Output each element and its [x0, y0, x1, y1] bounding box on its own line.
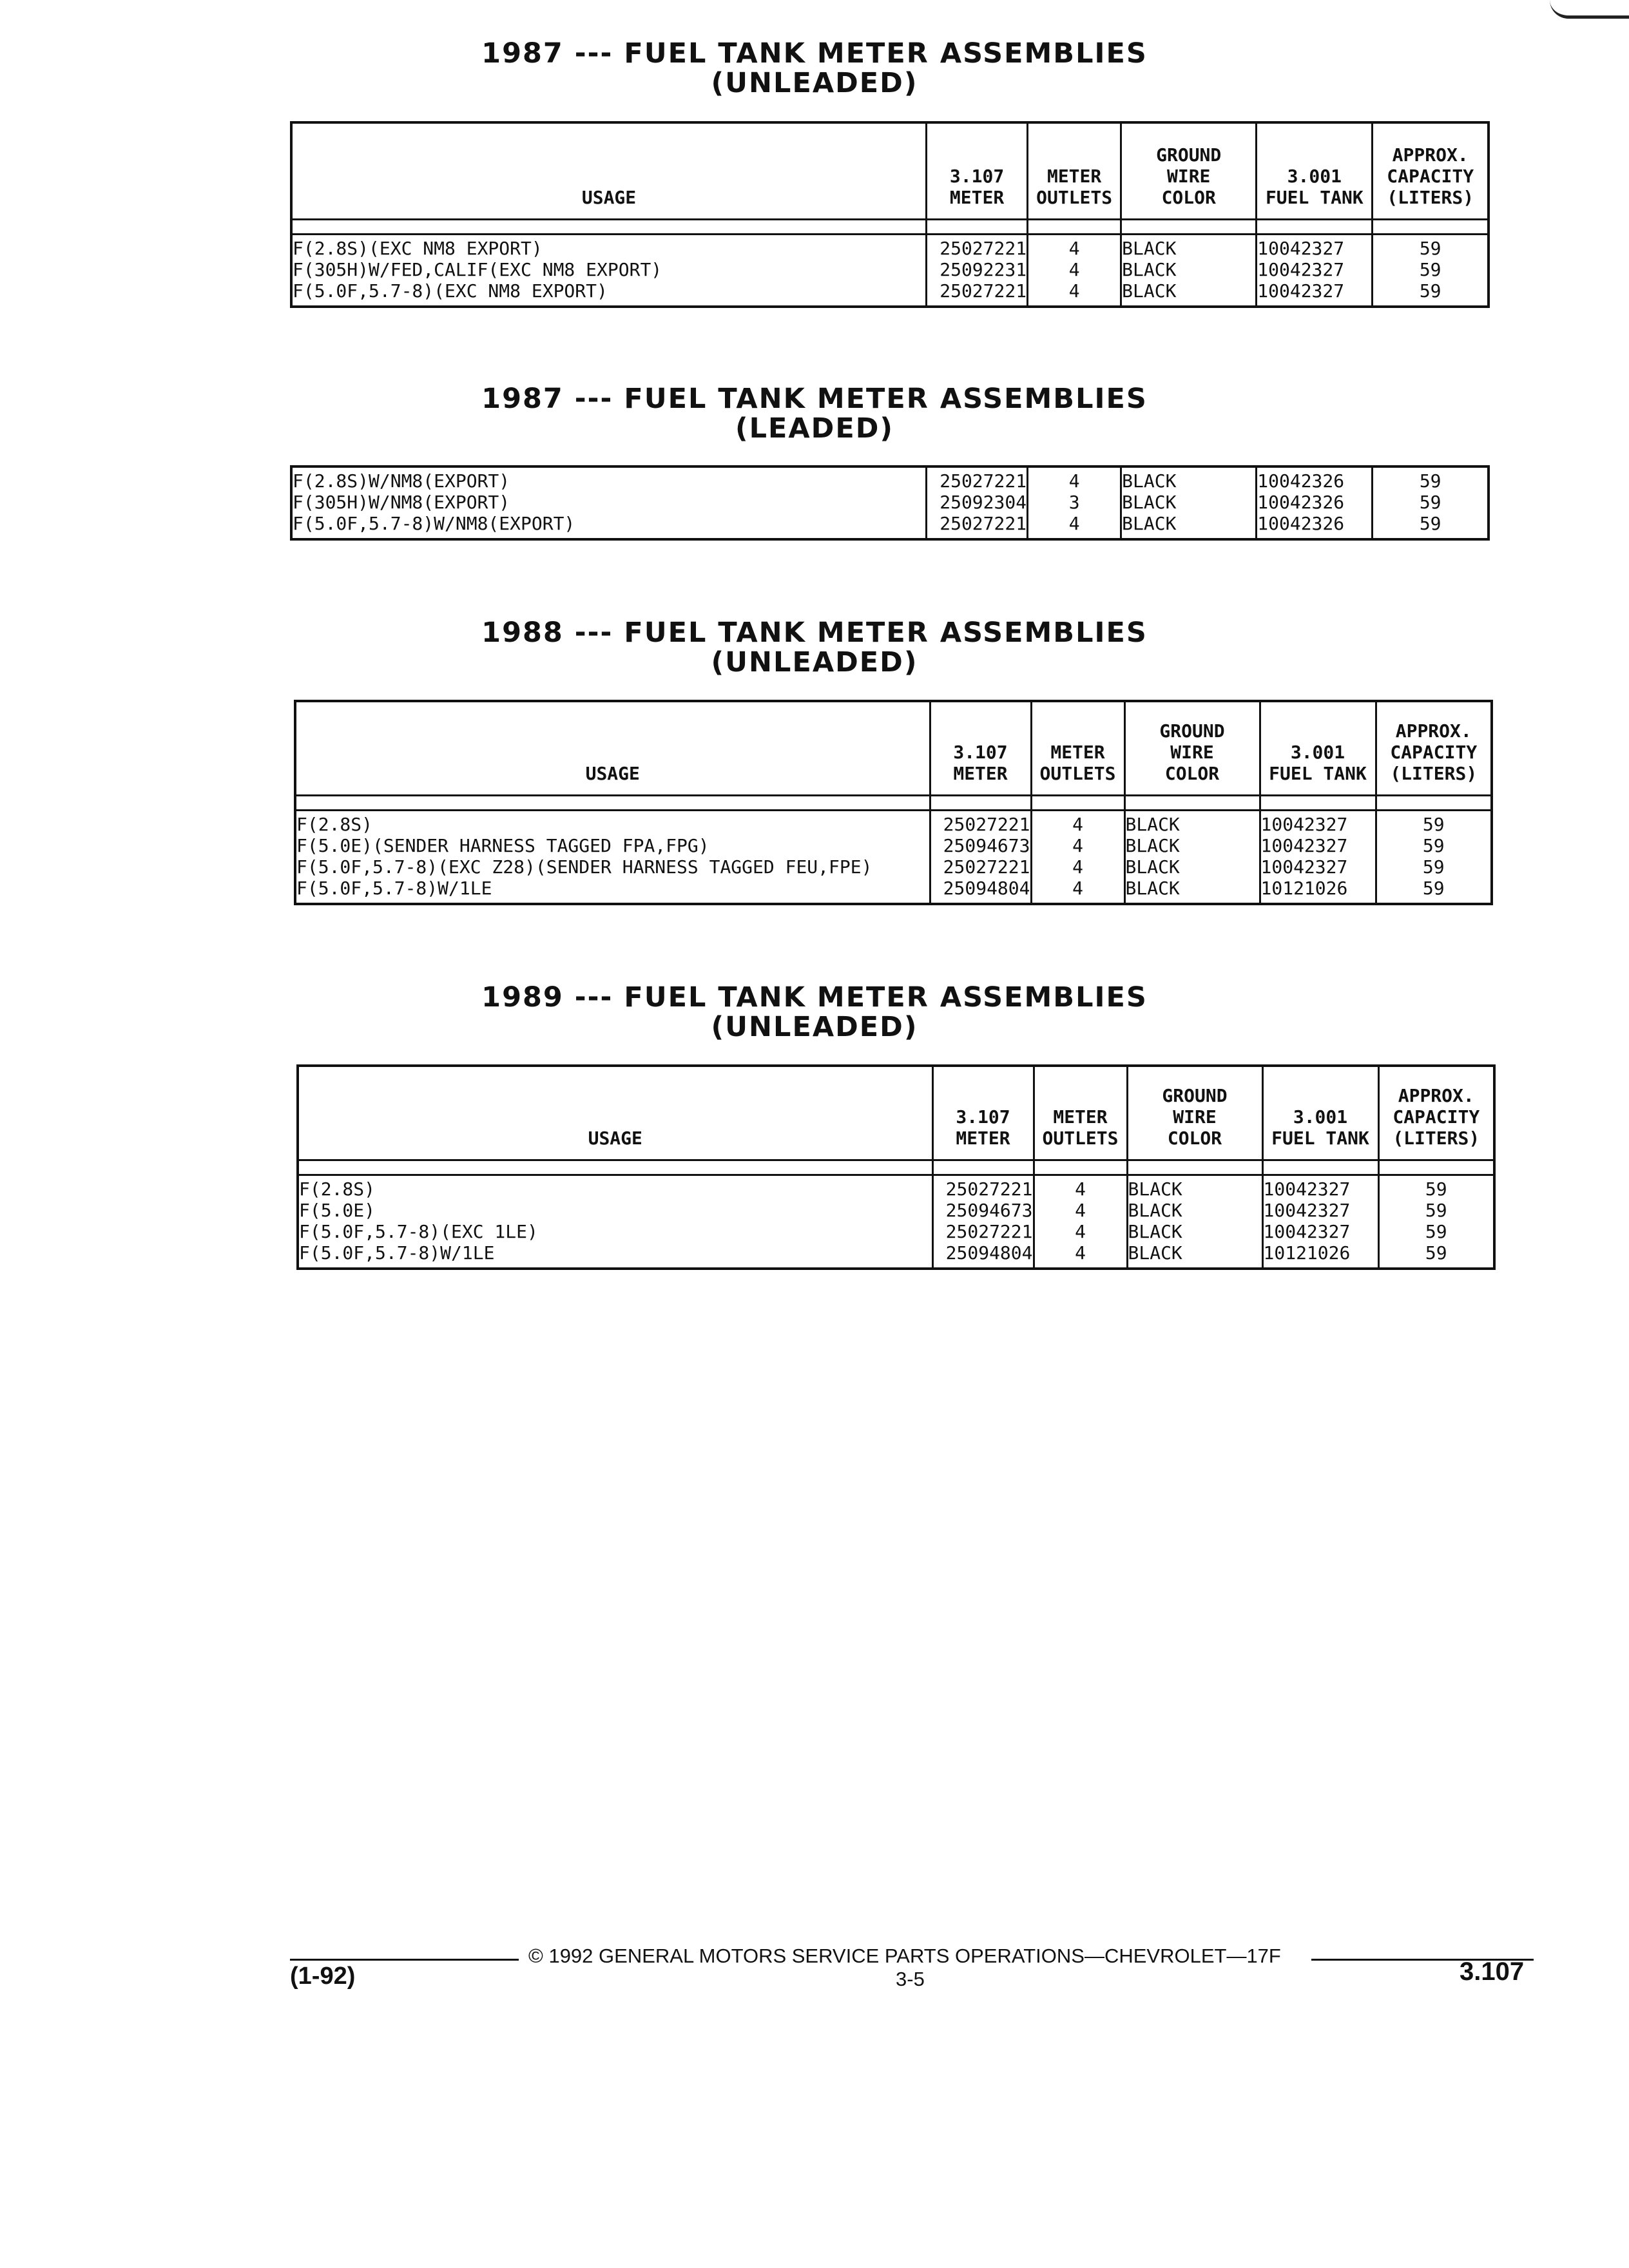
table-header-row — [295, 701, 1492, 796]
cell-capacity: 59 — [1376, 878, 1492, 904]
table-row — [295, 835, 1492, 856]
cell-outlets: 4 — [1031, 878, 1124, 904]
cell-color: BLACK — [1127, 1175, 1262, 1200]
table-row — [298, 1175, 1494, 1200]
cell-outlets: 4 — [1031, 811, 1124, 836]
column-header-tank: 3.001 FUEL TANK — [1260, 701, 1376, 796]
column-header-outlets: METER OUTLETS — [1034, 1066, 1127, 1160]
cell-color: BLACK — [1121, 280, 1257, 307]
footer-date-code: (1-92) — [290, 1963, 356, 1990]
column-header-usage: USAGE — [298, 1066, 932, 1160]
cell-tank: 10042326 — [1257, 466, 1373, 492]
column-header-meter: 3.107 METER — [932, 1066, 1034, 1160]
cell-outlets: 4 — [1031, 856, 1124, 878]
section-title-line: 1988 --- FUEL TANK METER ASSEMBLIES — [481, 617, 1148, 649]
cell-tank: 10042327 — [1262, 1175, 1378, 1200]
column-header-capacity: APPROX. CAPACITY (LITERS) — [1373, 122, 1489, 220]
cell-tank: 10042326 — [1257, 492, 1373, 513]
table-row — [298, 1200, 1494, 1221]
table-row — [291, 492, 1489, 513]
section-title — [0, 983, 1629, 1042]
cell-color: BLACK — [1121, 466, 1257, 492]
cell-outlets: 4 — [1034, 1175, 1127, 1200]
column-header-color: GROUND WIRE COLOR — [1127, 1066, 1262, 1160]
cell-usage: F(5.0F,5.7-8)W/NM8(EXPORT) — [291, 513, 927, 539]
cell-outlets: 4 — [1028, 513, 1121, 539]
cell-meter: 25027221 — [930, 856, 1031, 878]
cell-meter: 25027221 — [927, 235, 1028, 260]
column-header-outlets: METER OUTLETS — [1031, 701, 1124, 796]
cell-tank: 10042327 — [1260, 835, 1376, 856]
cell-meter: 25027221 — [930, 811, 1031, 836]
cell-capacity: 59 — [1376, 856, 1492, 878]
cell-color: BLACK — [1127, 1221, 1262, 1242]
cell-tank: 10121026 — [1262, 1242, 1378, 1269]
cell-tank: 10042326 — [1257, 513, 1373, 539]
cell-usage: F(2.8S) — [298, 1175, 932, 1200]
section-title-line: 1989 --- FUEL TANK METER ASSEMBLIES — [481, 981, 1148, 1014]
table-row — [291, 280, 1489, 307]
column-header-usage: USAGE — [295, 701, 930, 796]
cell-usage: F(305H)W/FED,CALIF(EXC NM8 EXPORT) — [291, 259, 927, 280]
footer-section-number: 3.107 — [1460, 1957, 1525, 1986]
cell-capacity: 59 — [1376, 811, 1492, 836]
cell-color: BLACK — [1121, 492, 1257, 513]
cell-color: BLACK — [1127, 1200, 1262, 1221]
table-row — [298, 1242, 1494, 1269]
section-title-line: 1987 --- FUEL TANK METER ASSEMBLIES — [481, 383, 1148, 415]
table-row — [295, 811, 1492, 836]
cell-color: BLACK — [1124, 878, 1260, 904]
column-header-capacity: APPROX. CAPACITY (LITERS) — [1376, 701, 1492, 796]
cell-capacity: 59 — [1373, 235, 1489, 260]
cell-capacity: 59 — [1378, 1221, 1494, 1242]
cell-usage: F(2.8S)(EXC NM8 EXPORT) — [291, 235, 927, 260]
table-row — [291, 235, 1489, 260]
cell-capacity: 59 — [1378, 1242, 1494, 1269]
cell-outlets: 3 — [1028, 492, 1121, 513]
cell-color: BLACK — [1124, 835, 1260, 856]
table-row — [291, 259, 1489, 280]
cell-capacity: 59 — [1376, 835, 1492, 856]
cell-usage: F(305H)W/NM8(EXPORT) — [291, 492, 927, 513]
cell-tank: 10042327 — [1262, 1200, 1378, 1221]
cell-color: BLACK — [1124, 856, 1260, 878]
cell-tank: 10042327 — [1257, 235, 1373, 260]
corner-mark — [1550, 0, 1629, 19]
cell-usage: F(2.8S) — [295, 811, 930, 836]
table-row — [298, 1221, 1494, 1242]
cell-usage: F(5.0F,5.7-8)W/1LE — [298, 1242, 932, 1269]
footer-rule-left — [290, 1959, 519, 1961]
cell-capacity: 59 — [1378, 1175, 1494, 1200]
cell-meter: 25092231 — [927, 259, 1028, 280]
cell-outlets: 4 — [1028, 259, 1121, 280]
section-subtitle: (UNLEADED) — [711, 67, 918, 99]
section-subtitle: (UNLEADED) — [711, 646, 918, 678]
cell-tank: 10121026 — [1260, 878, 1376, 904]
cell-meter: 25027221 — [927, 280, 1028, 307]
table-row — [291, 513, 1489, 539]
cell-meter: 25094673 — [930, 835, 1031, 856]
cell-meter: 25094804 — [932, 1242, 1034, 1269]
column-header-outlets: METER OUTLETS — [1028, 122, 1121, 220]
cell-capacity: 59 — [1373, 492, 1489, 513]
cell-usage: F(5.0E) — [298, 1200, 932, 1221]
cell-usage: F(2.8S)W/NM8(EXPORT) — [291, 466, 927, 492]
section-title — [0, 39, 1629, 98]
table-row — [295, 856, 1492, 878]
cell-color: BLACK — [1127, 1242, 1262, 1269]
cell-tank: 10042327 — [1257, 280, 1373, 307]
cell-outlets: 4 — [1028, 280, 1121, 307]
parts-table — [290, 121, 1490, 308]
section-subtitle: (UNLEADED) — [711, 1011, 918, 1043]
cell-meter: 25027221 — [932, 1175, 1034, 1200]
cell-capacity: 59 — [1373, 259, 1489, 280]
cell-meter: 25092304 — [927, 492, 1028, 513]
header-spacer-row — [298, 1160, 1494, 1175]
column-header-tank: 3.001 FUEL TANK — [1257, 122, 1373, 220]
cell-outlets: 4 — [1034, 1242, 1127, 1269]
cell-usage: F(5.0E)(SENDER HARNESS TAGGED FPA,FPG) — [295, 835, 930, 856]
column-header-color: GROUND WIRE COLOR — [1124, 701, 1260, 796]
table-row — [295, 878, 1492, 904]
cell-meter: 25027221 — [927, 513, 1028, 539]
parts-table — [294, 700, 1493, 905]
column-header-color: GROUND WIRE COLOR — [1121, 122, 1257, 220]
cell-tank: 10042327 — [1257, 259, 1373, 280]
section-subtitle: (LEADED) — [735, 412, 894, 445]
section-title — [0, 384, 1629, 443]
column-header-usage: USAGE — [291, 122, 927, 220]
column-header-tank: 3.001 FUEL TANK — [1262, 1066, 1378, 1160]
parts-table — [296, 1064, 1496, 1270]
cell-tank: 10042327 — [1260, 856, 1376, 878]
column-header-capacity: APPROX. CAPACITY (LITERS) — [1378, 1066, 1494, 1160]
header-spacer-row — [291, 220, 1489, 235]
cell-outlets: 4 — [1028, 235, 1121, 260]
cell-meter: 25027221 — [932, 1221, 1034, 1242]
cell-meter: 25027221 — [927, 466, 1028, 492]
section-title — [0, 618, 1629, 677]
cell-outlets: 4 — [1028, 466, 1121, 492]
cell-capacity: 59 — [1378, 1200, 1494, 1221]
header-spacer-row — [295, 796, 1492, 811]
column-header-meter: 3.107 METER — [930, 701, 1031, 796]
footer-copyright: © 1992 GENERAL MOTORS SERVICE PARTS OPERATIONS—CHEVROLET—17F — [528, 1945, 1281, 1967]
column-header-meter: 3.107 METER — [927, 122, 1028, 220]
cell-color: BLACK — [1121, 235, 1257, 260]
table-header-row — [291, 122, 1489, 220]
parts-table — [290, 465, 1490, 541]
cell-color: BLACK — [1121, 513, 1257, 539]
cell-color: BLACK — [1121, 259, 1257, 280]
cell-outlets: 4 — [1031, 835, 1124, 856]
section-title-line: 1987 --- FUEL TANK METER ASSEMBLIES — [481, 37, 1148, 70]
cell-capacity: 59 — [1373, 513, 1489, 539]
footer-page-number: 3-5 — [896, 1968, 925, 1990]
table-row — [291, 466, 1489, 492]
table-header-row — [298, 1066, 1494, 1160]
cell-outlets: 4 — [1034, 1200, 1127, 1221]
cell-capacity: 59 — [1373, 466, 1489, 492]
cell-tank: 10042327 — [1262, 1221, 1378, 1242]
cell-tank: 10042327 — [1260, 811, 1376, 836]
cell-usage: F(5.0F,5.7-8)(EXC 1LE) — [298, 1221, 932, 1242]
cell-usage: F(5.0F,5.7-8)(EXC NM8 EXPORT) — [291, 280, 927, 307]
cell-color: BLACK — [1124, 811, 1260, 836]
cell-outlets: 4 — [1034, 1221, 1127, 1242]
cell-meter: 25094804 — [930, 878, 1031, 904]
cell-usage: F(5.0F,5.7-8)W/1LE — [295, 878, 930, 904]
cell-meter: 25094673 — [932, 1200, 1034, 1221]
cell-usage: F(5.0F,5.7-8)(EXC Z28)(SENDER HARNESS TAGGED FEU,FPE) — [295, 856, 930, 878]
cell-capacity: 59 — [1373, 280, 1489, 307]
